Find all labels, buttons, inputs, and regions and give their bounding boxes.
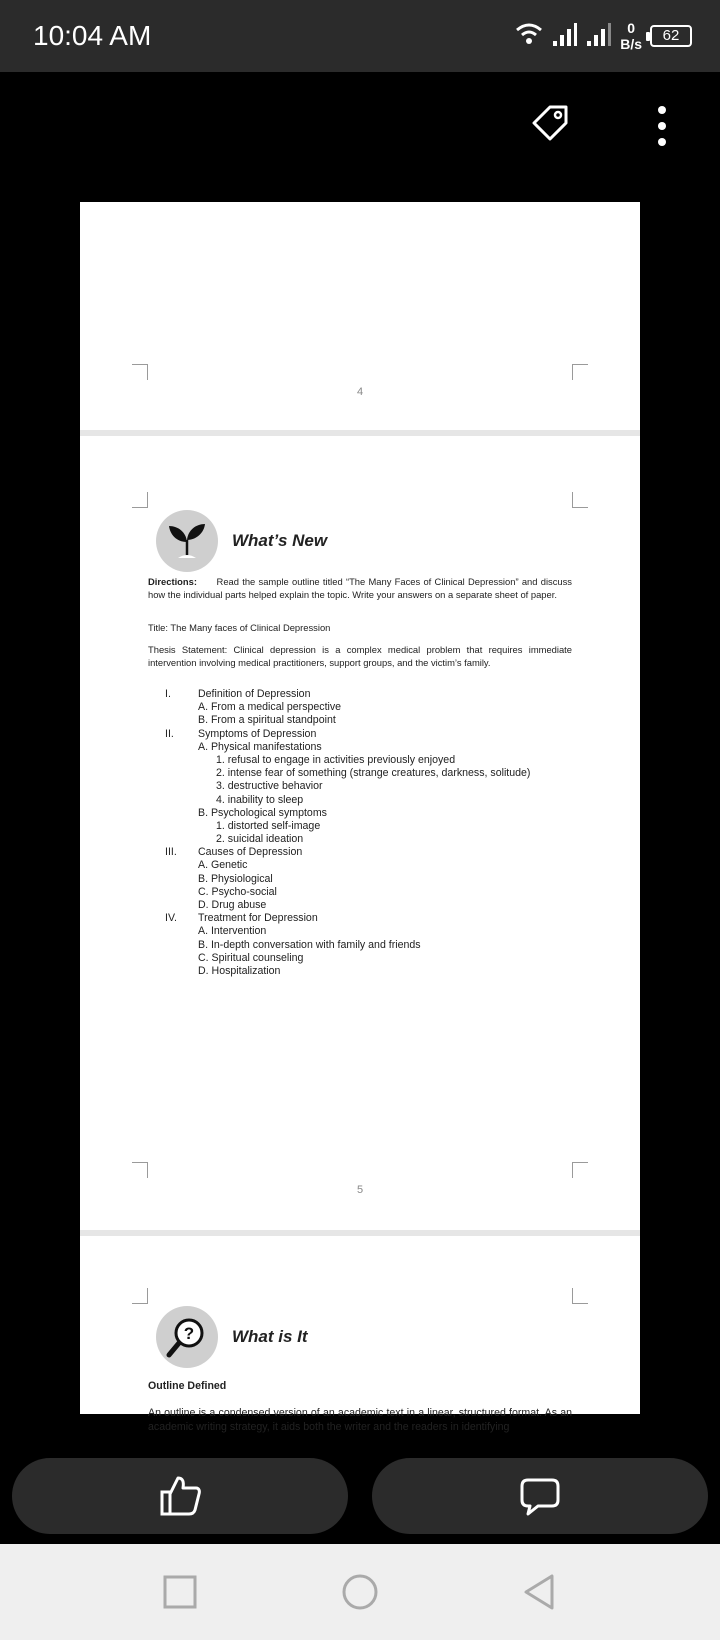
outline-list — [148, 688, 572, 978]
outline-item — [148, 873, 572, 886]
outline-text: 2. suicidal ideation — [216, 833, 304, 846]
outline-item — [148, 925, 572, 938]
navigation-bar — [0, 1544, 720, 1640]
recent-apps-icon — [156, 1568, 204, 1616]
outline-text: A. From a medical perspective — [198, 701, 342, 714]
outline-item — [148, 794, 572, 807]
svg-text:?: ? — [183, 1324, 195, 1343]
outline-item — [148, 741, 572, 754]
outline-text: D. Hospitalization — [198, 964, 281, 977]
wifi-icon — [514, 21, 544, 52]
outline-text: B. Physiological — [198, 872, 273, 885]
outline-text: A. Genetic — [198, 859, 248, 872]
outline-numeral: I. — [165, 688, 171, 700]
home-icon — [336, 1568, 384, 1616]
outline-item — [148, 939, 572, 952]
page-4 — [80, 202, 640, 430]
outline-title: Title: The Many faces of Clinical Depression — [148, 622, 331, 633]
outline-item — [148, 780, 572, 793]
signal-icon — [552, 21, 578, 52]
directions-label: Directions: — [148, 576, 197, 587]
crop-mark — [132, 492, 148, 508]
crop-mark — [572, 492, 588, 508]
net-speed: 0 B/s — [620, 20, 642, 52]
outline-text: A. Intervention — [198, 925, 267, 938]
page-number: 4 — [356, 386, 364, 398]
outline-item — [148, 846, 572, 859]
outline-text: D. Drug abuse — [198, 899, 267, 911]
outline-text: 1. refusal to engage in activities previously enjoyed — [216, 753, 456, 766]
sprout-icon — [156, 510, 218, 572]
status-time: 10:04 AM — [33, 20, 152, 51]
outline-item — [148, 859, 572, 872]
comment-icon — [518, 1474, 562, 1518]
status-bar — [0, 0, 720, 72]
crop-mark — [572, 364, 588, 380]
outline-text: Symptoms of Depression — [198, 727, 317, 740]
magnifier-question-icon — [156, 1306, 218, 1368]
outline-text: 2. intense fear of something (strange creatures, darkness, solitude) — [216, 767, 531, 780]
outline-item — [148, 807, 572, 820]
outline-item — [148, 833, 572, 846]
outline-item — [148, 714, 572, 727]
more-vertical-icon — [640, 100, 684, 154]
like-button[interactable] — [12, 1458, 348, 1534]
page-6 — [80, 1236, 640, 1433]
page-5 — [80, 436, 640, 1230]
outline-item — [148, 952, 572, 965]
outline-numeral: II. — [165, 727, 174, 740]
outline-text: Causes of Depression — [198, 846, 303, 859]
directions-text: Read the sample outline titled “The Many Faces of Clinical Depression” and discuss how the individual parts helped explain the topic. Write your answers on a separate sheet of paper. — [148, 576, 572, 600]
outline-text: C. Spiritual counseling — [198, 951, 304, 964]
section-header — [156, 510, 327, 572]
directions — [148, 576, 572, 601]
outline-text: C. Psycho-social — [198, 885, 277, 898]
outline-text: B. Psychological symptoms — [198, 806, 327, 819]
outline-item — [148, 701, 572, 714]
outline-item — [148, 754, 572, 767]
comment-button[interactable] — [372, 1458, 708, 1534]
outline-item — [148, 688, 572, 701]
more-options-button[interactable] — [640, 100, 684, 154]
signal-icon — [586, 21, 612, 52]
tag-button[interactable] — [526, 100, 574, 148]
page-number: 5 — [356, 1184, 364, 1196]
battery-icon: 62 — [650, 25, 692, 47]
outline-item — [148, 767, 572, 780]
crop-mark — [132, 1288, 148, 1304]
outline-item — [148, 899, 572, 912]
outline-text: 1. distorted self-image — [216, 819, 321, 832]
outline-item — [148, 965, 572, 978]
crop-mark — [132, 1162, 148, 1178]
tag-icon — [528, 101, 572, 145]
outline-item — [148, 912, 572, 925]
outline-numeral: IV. — [165, 912, 177, 925]
outline-text: 3. destructive behavior — [216, 780, 323, 793]
body-text: An outline is a condensed version of an academic text in a linear, structured format. As an academic writing strategy, it aids both the writer and the readers in identifying — [148, 1407, 572, 1433]
outline-text: B. From a spiritual standpoint — [198, 714, 336, 727]
outline-text: B. In-depth conversation with family and friends — [198, 938, 421, 951]
outline-numeral: III. — [165, 846, 177, 859]
crop-mark — [572, 1288, 588, 1304]
section-title: What is It — [232, 1327, 308, 1346]
thesis-statement: Thesis Statement: Clinical depression is a complex medical problem that requires immediate intervention involving medical practitioners, support groups, and the victim’s family. — [148, 644, 572, 668]
outline-item — [148, 820, 572, 833]
recent-apps-button[interactable] — [156, 1568, 204, 1616]
thumbs-up-icon — [158, 1474, 202, 1518]
section-title: What’s New — [232, 531, 328, 550]
outline-text: 4. inability to sleep — [216, 793, 304, 806]
subheading: Outline Defined — [148, 1380, 227, 1392]
crop-mark — [132, 364, 148, 380]
home-button[interactable] — [336, 1568, 384, 1616]
document-viewer[interactable] — [80, 202, 640, 1433]
outline-text: Definition of Depression — [198, 688, 311, 700]
outline-text: A. Physical manifestations — [198, 740, 322, 753]
crop-mark — [572, 1162, 588, 1178]
outline-text: Treatment for Depression — [198, 912, 318, 925]
outline-item — [148, 728, 572, 741]
back-icon — [516, 1568, 564, 1616]
status-icons — [514, 16, 692, 56]
outline-item — [148, 886, 572, 899]
section-header — [156, 1306, 308, 1368]
back-button[interactable] — [516, 1568, 564, 1616]
